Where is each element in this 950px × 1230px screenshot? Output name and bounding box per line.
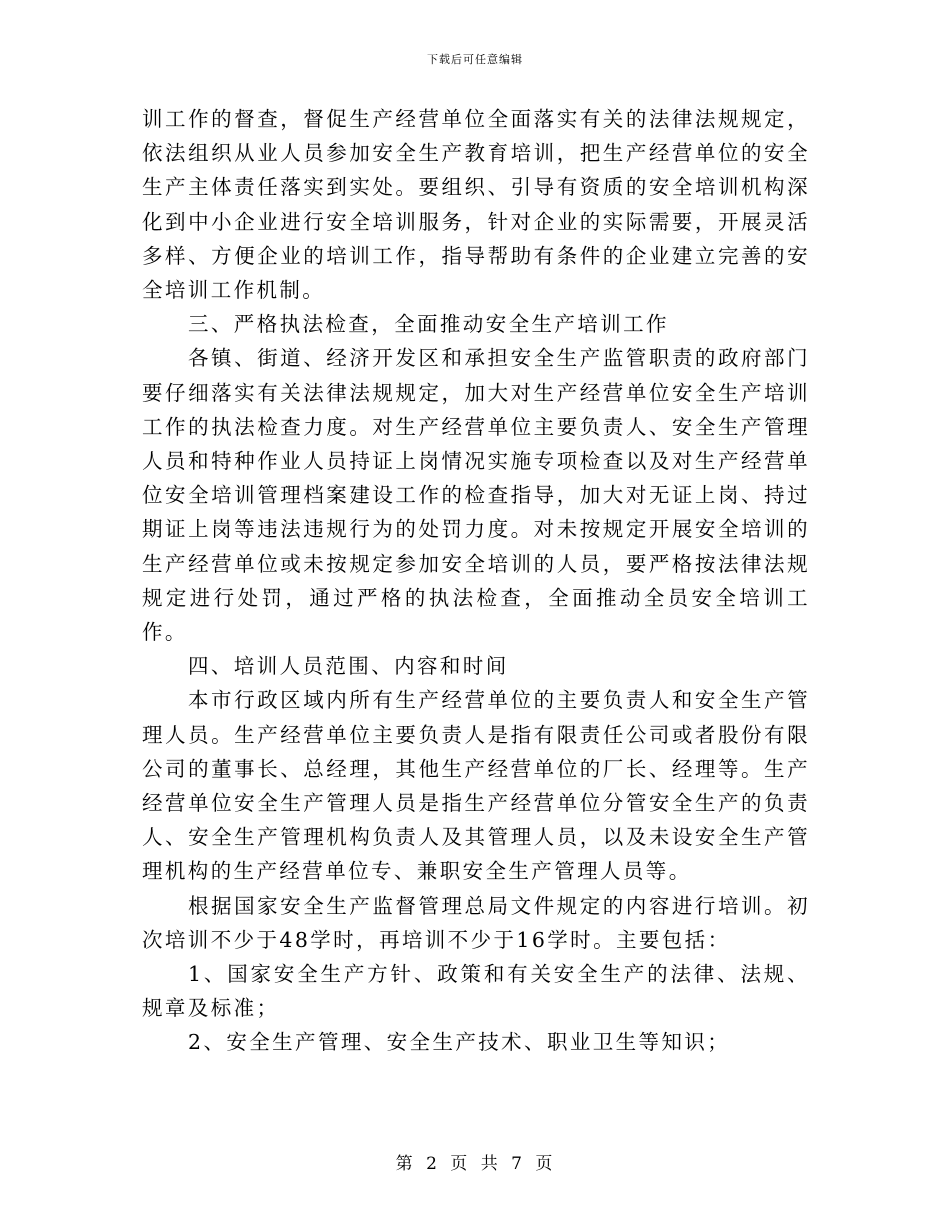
paragraph-law-enforcement: 各镇、街道、经济开发区和承担安全生产监管职责的政府部门要仔细落实有关法律法规规定，加大对生产经营单位安全生产培训工作的执法检查力度。对生产经营单位主要负责人、安全生产管理人员和特种作业人员持证上岗情况实施专项检查以及对生产经营单位安全培训管理档案建设工作的检查指导，加大对无证上岗、持过期证上岗等违法违规行为的处罚力度。对未按规定开展安全培训的生产经营单位或未按规定参加安全培训的人员，要严格按法律法规规定进行处罚，通过严格的执法检查，全面推动全员安全培训工作。 — [142, 346, 810, 645]
document-body — [142, 102, 810, 1060]
section-heading-law-enforcement: 三、严格执法检查，全面推动安全生产培训工作 — [188, 312, 669, 337]
paragraph-supervision-continued: 训工作的督查，督促生产经营单位全面落实有关的法律法规规定，依法组织从业人员参加安全生产教育培训，把生产经营单位的安全生产主体责任落实到实处。要组织、引导有资质的安全培训机构深化到中小企业进行安全培训服务，针对企业的实际需要，开展灵活多样、方便企业的培训工作，指导帮助有条件的企业建立完善的安全培训工作机制。 — [142, 107, 810, 303]
list-item-1: 1、国家安全生产方针、政策和有关安全生产的法律、法规、规章及标准； — [142, 962, 810, 1021]
page-header: 下载后可任意编辑 — [427, 53, 523, 66]
paragraph-training-hours: 根据国家安全生产监督管理总局文件规定的内容进行培训。初次培训不少于48学时，再培训不少于16学时。主要包括： — [142, 893, 810, 952]
list-item-2: 2、安全生产管理、安全生产技术、职业卫生等知识； — [188, 1030, 731, 1055]
page-number: 第 2 页 共 7 页 — [395, 1154, 555, 1174]
paragraph-training-personnel: 本市行政区域内所有生产经营单位的主要负责人和安全生产管理人员。生产经营单位主要负责人是指有限责任公司或者股份有限公司的董事长、总经理，其他生产经营单位的厂长、经理等。生产经营单位安全生产管理人员是指生产经营单位分管安全生产的负责人、安全生产管理机构负责人及其管理人员，以及未设安全生产管理机构的生产经营单位专、兼职安全生产管理人员等。 — [142, 688, 810, 884]
section-heading-training-scope: 四、培训人员范围、内容和时间 — [188, 654, 509, 679]
